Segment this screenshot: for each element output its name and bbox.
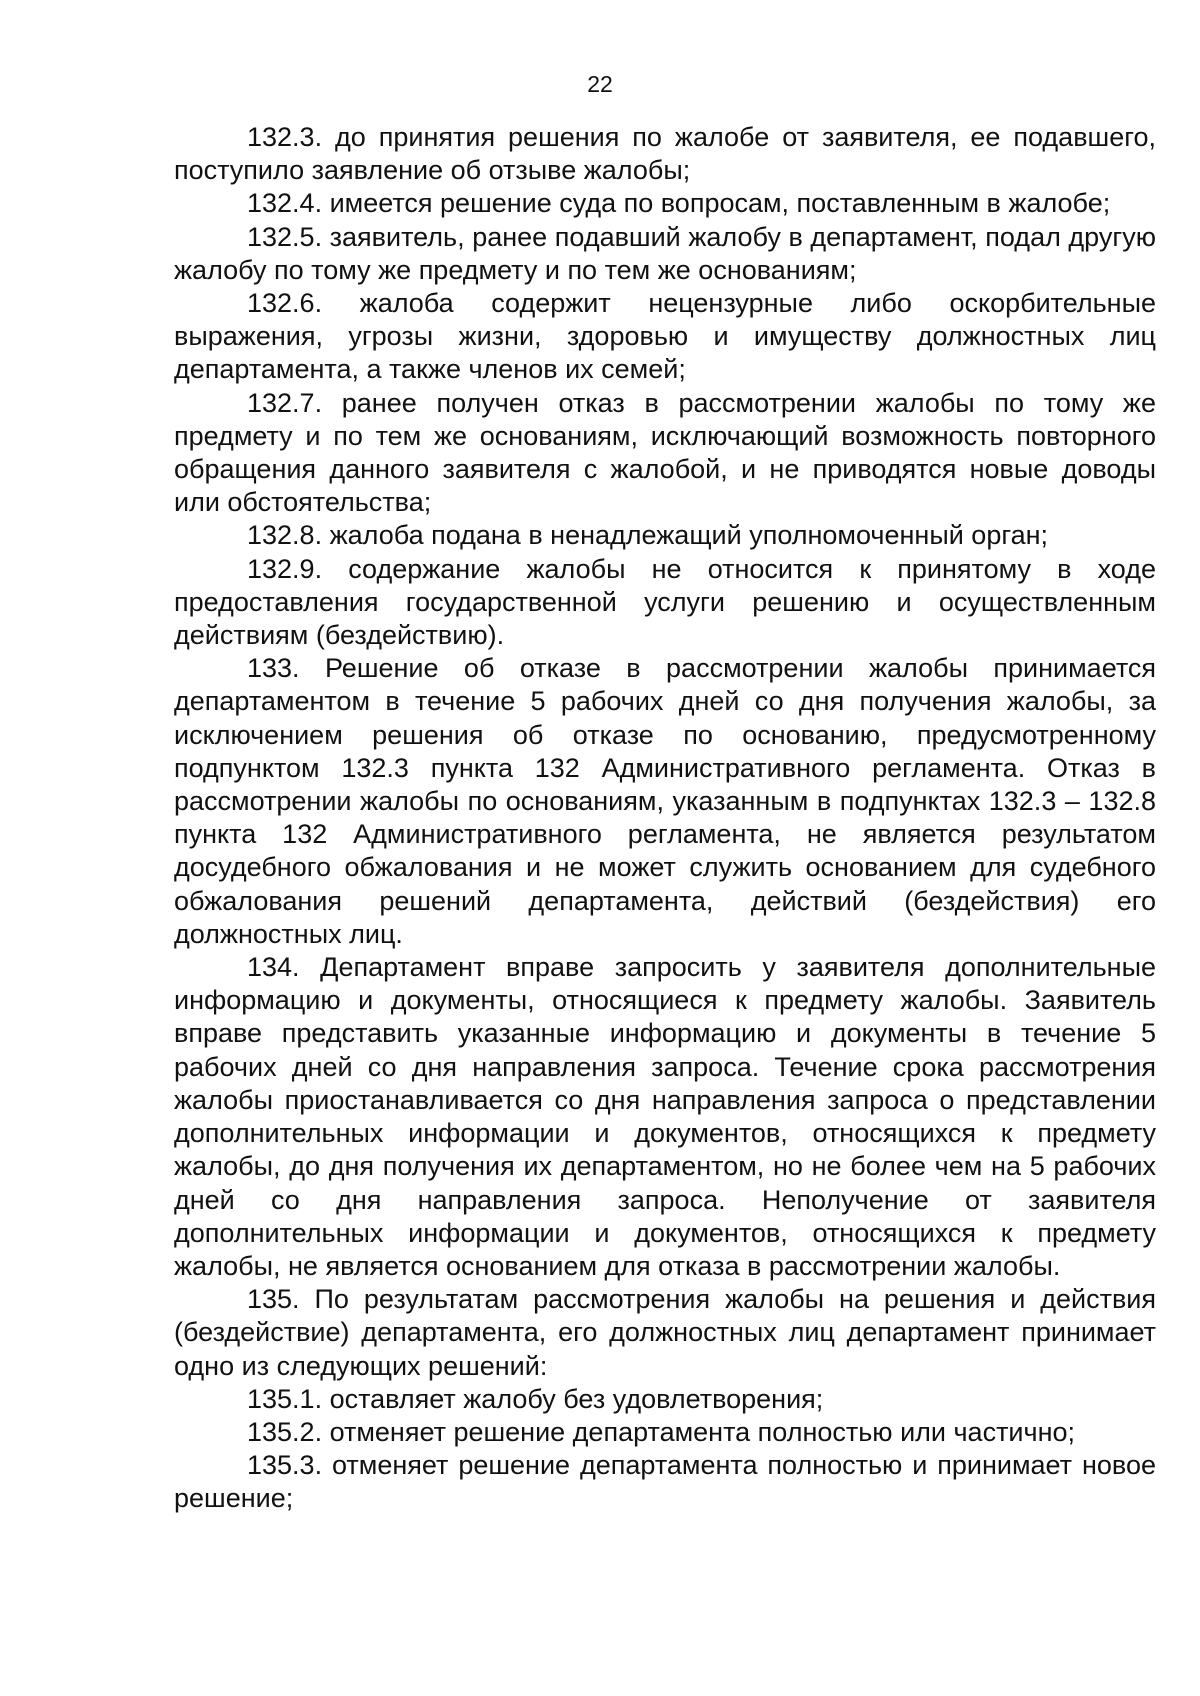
paragraph-135-2: 135.2. отменяет решение департамента полностью или частично; bbox=[247, 1416, 1076, 1447]
paragraph-132-9: 132.9. содержание жалобы не относится к принятому в ходе предоставления государственной услуги решению и осуществленным действиям (бездействию). bbox=[174, 553, 1156, 651]
document-body bbox=[174, 121, 1156, 1516]
paragraph-132-3: 132.3. до принятия решения по жалобе от заявителя, ее подавшего, поступило заявление об отзыве жалобы; bbox=[174, 122, 1156, 186]
paragraph-132-8: 132.8. жалоба подана в ненадлежащий уполномоченный орган; bbox=[247, 520, 1049, 551]
page-number: 22 bbox=[587, 71, 613, 97]
paragraph-135-3: 135.3. отменяет решение департамента полностью и принимает новое решение; bbox=[174, 1450, 1156, 1514]
paragraph-135-1: 135.1. оставляет жалобу без удовлетворения; bbox=[247, 1383, 824, 1414]
paragraph-132-5: 132.5. заявитель, ранее подавший жалобу в департамент, подал другую жалобу по тому же предмету и по тем же основаниям; bbox=[174, 221, 1156, 285]
paragraph-132-7: 132.7. ранее получен отказ в рассмотрении жалобы по тому же предмету и по тем же основаниям, исключающий возможность повторного обращения данного заявителя с жалобой, и не приводятся новые доводы или обстоятельства; bbox=[174, 387, 1156, 518]
paragraph-132-4: 132.4. имеется решение суда по вопросам, поставленным в жалобе; bbox=[247, 188, 1111, 219]
paragraph-135: 135. По результатам рассмотрения жалобы на решения и действия (бездействие) департамента, его должностных лиц департамент принимает одно из следующих решений: bbox=[174, 1284, 1156, 1381]
paragraph-132-6: 132.6. жалоба содержит нецензурные либо оскорбительные выражения, угрозы жизни, здоровью и имуществу должностных лиц департамента, а также членов их семей; bbox=[174, 288, 1156, 385]
paragraph-133: 133. Решение об отказе в рассмотрении жалобы принимается департаментом в течение 5 рабочих дней со дня получения жалобы, за исключением решения об отказе по основанию, предусмотренному подпунктом 132.3 пункта 132 Административного регламента. Отказ в рассмотрении жалобы по основаниям, указанным в подпунктах 132.3 – 132.8 пункта 132 Административного регламента, не является результатом досудебного обжалования и не может служить основанием для судебного обжалования решений департамента, действий (бездействия) его должностных лиц. bbox=[174, 653, 1156, 949]
paragraph-134: 134. Департамент вправе запросить у заявителя дополнительные информацию и документы, относящиеся к предмету жалобы. Заявитель вправе представить указанные информацию и документы в течение 5 рабочих дней со дня направления запроса. Течение срока рассмотрения жалобы приостанавливается со дня направления запроса о представлении дополнительных информации и документов, относящихся к предмету жалобы, до дня получения их департаментом, но не более чем на 5 рабочих дней со дня направления запроса. Неполучение от заявителя дополнительных информации и документов, относящихся к предмету жалобы, не является основанием для отказа в рассмотрении жалобы. bbox=[174, 952, 1156, 1281]
